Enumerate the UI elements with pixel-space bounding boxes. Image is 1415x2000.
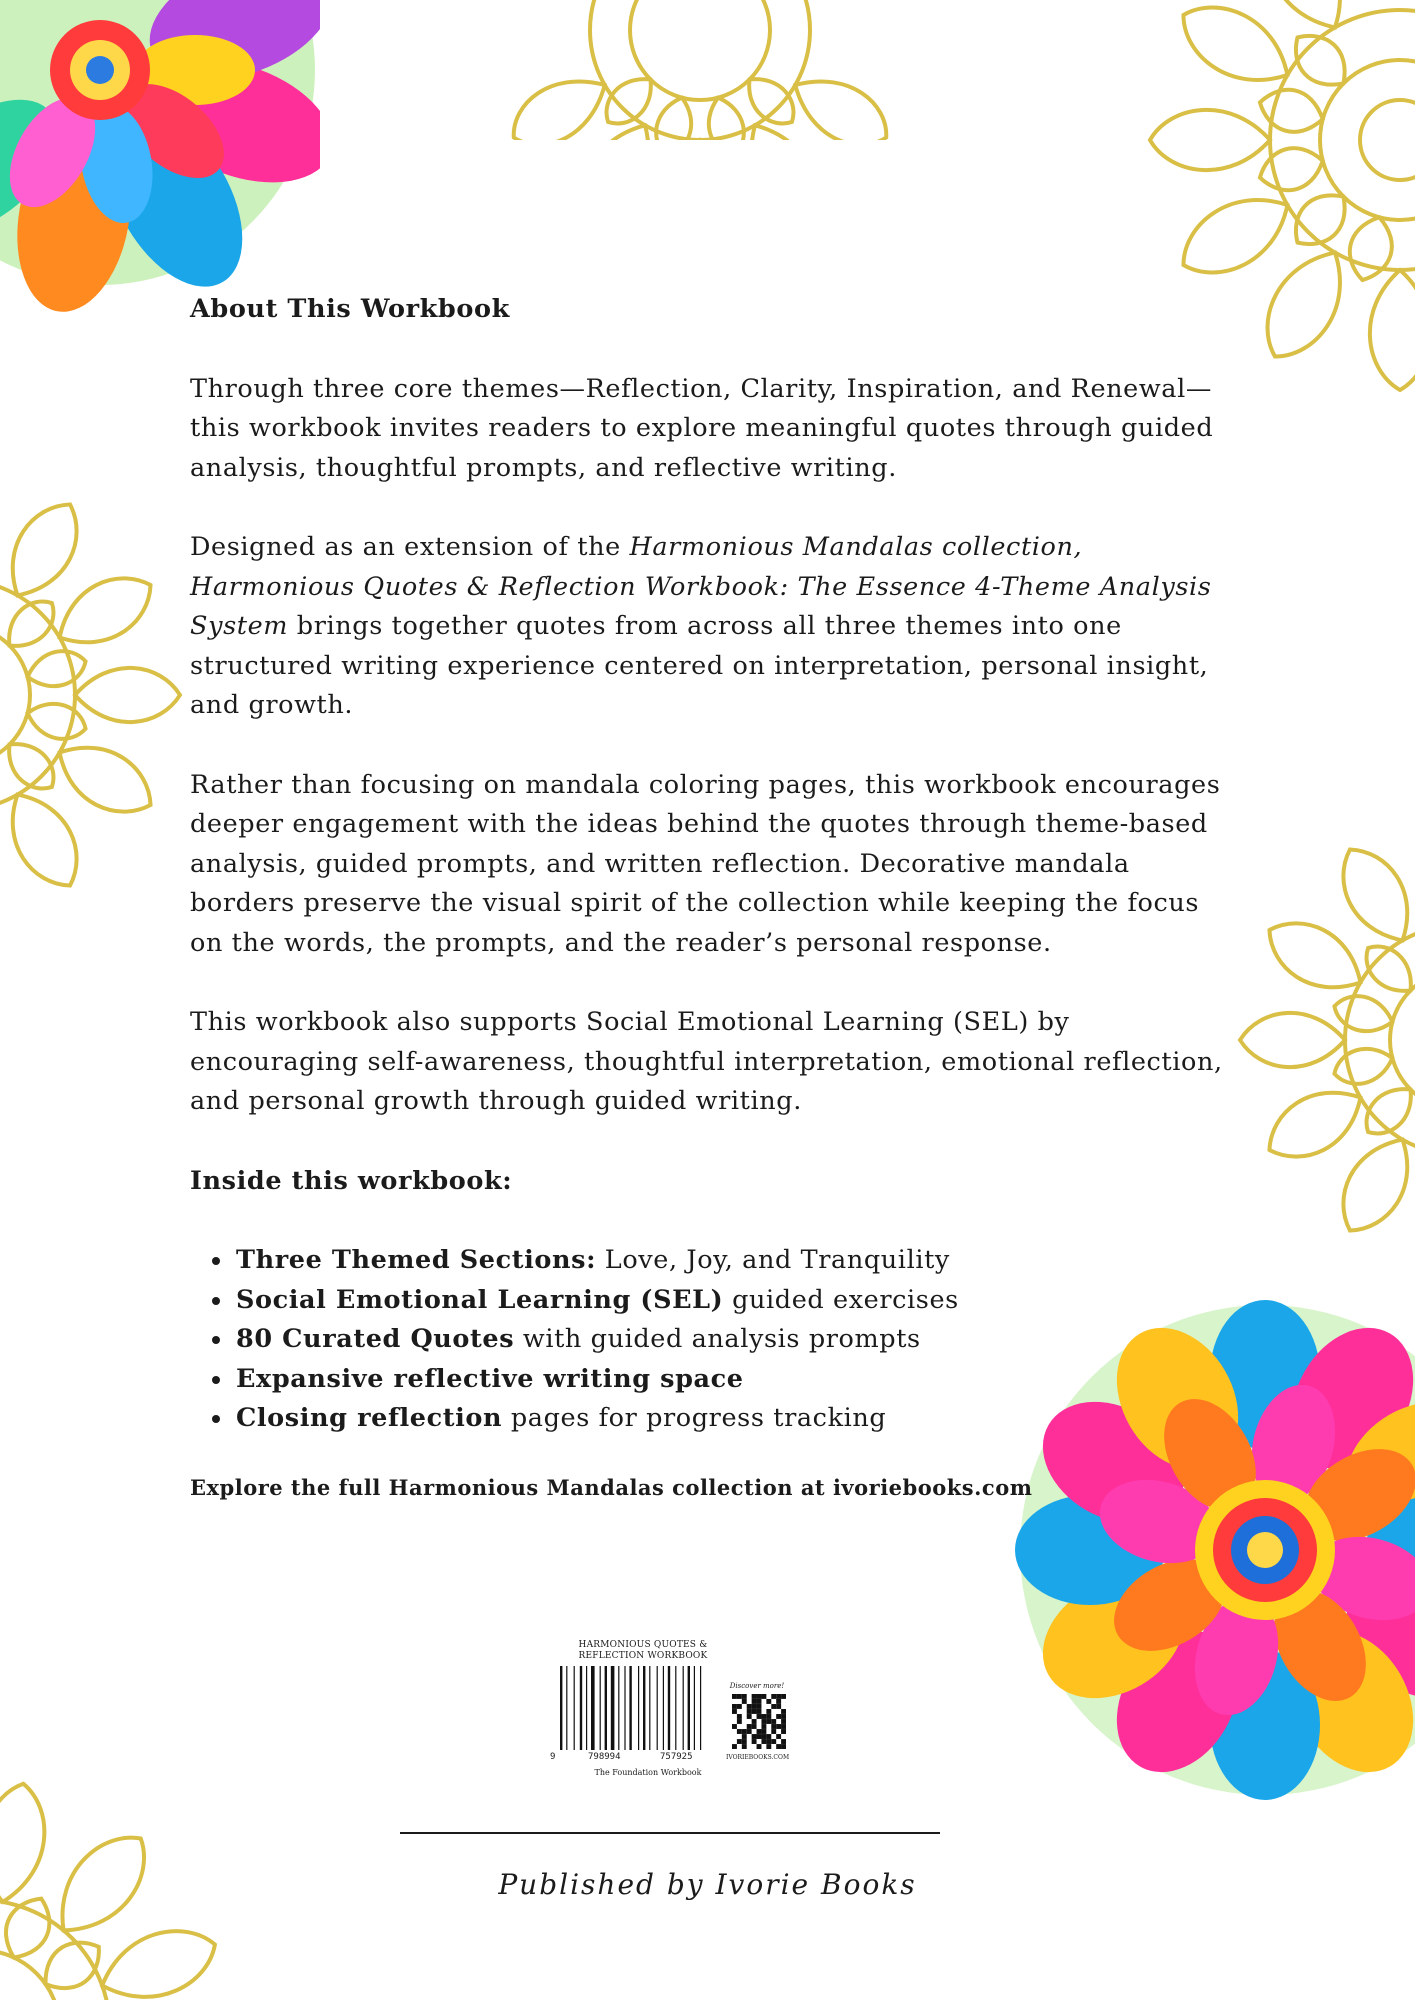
list-item [234, 1360, 1240, 1400]
barcode-right-digits: 757925 [660, 1752, 693, 1762]
gold-mandala-left [0, 440, 185, 960]
item-bold: Social Emotional Learning (SEL) [236, 1284, 724, 1315]
focus-paragraph: Rather than focusing on mandala coloring pages, this workbook encourages deeper engagement with the ideas behind the quotes through theme-based analysis, guided prompts, and written reflection. Decorative mandala borders preserve the visual spirit of the collection while keeping the focus on the words, the prompts, and the reader’s personal response. [190, 769, 1221, 958]
barcode-block [548, 1640, 788, 1786]
item-bold: Closing reflection [236, 1403, 503, 1433]
explore-link-text: Explore the full Harmonious Mandalas collection at ivoriebooks.com [190, 1474, 1033, 1500]
collection-title: Harmonious Mandalas collection, Harmonious Quotes & Reflection Workbook: The Essence 4-Theme Analysis System [190, 532, 1212, 641]
inside-heading: Inside this workbook: [190, 1165, 513, 1196]
gold-mandala-top-center [470, 0, 930, 140]
item-text: guided exercises [723, 1284, 959, 1315]
extension-intro: Designed as an extension of the [190, 532, 630, 562]
qr-code-image [732, 1694, 786, 1750]
publisher-line: Published by Ivorie Books [498, 1868, 917, 1901]
gold-mandala-right [1230, 800, 1415, 1280]
qr-label: Discover more! [729, 1682, 785, 1690]
divider-line [400, 1832, 940, 1834]
extension-rest: brings together quotes from across all three themes into one structured writing experience centered on interpretation, personal insight, and growth. [190, 611, 1209, 720]
list-item [234, 1281, 1240, 1321]
item-text: pages for progress tracking [502, 1403, 887, 1433]
qr-site: IVORIEBOOKS.COM [726, 1754, 790, 1761]
barcode-lead-digit: 9 [550, 1752, 556, 1762]
item-bold: Three Themed Sections: [236, 1245, 597, 1275]
list-item [234, 1399, 1240, 1439]
sel-paragraph: This workbook also supports Social Emotional Learning (SEL) by encouraging self-awareness, thoughtful interpretation, emotional reflection, and personal growth through guided writing. [190, 1007, 1223, 1116]
intro-paragraph: Through three core themes—Reflection, Clarity, Inspiration, and Renewal—this workbook invites readers to explore meaningful quotes through guided analysis, thoughtful prompts, and reflective writing. [190, 373, 1214, 483]
item-text: Love, Joy, and Tranquility [596, 1245, 950, 1275]
feature-list [190, 1241, 1240, 1439]
barcode-subtitle: The Foundation Workbook [594, 1768, 702, 1777]
item-bold: 80 Curated Quotes [236, 1324, 515, 1354]
barcode-title: HARMONIOUS QUOTES & REFLECTION WORKBOOK [578, 1640, 708, 1661]
item-text: with guided analysis prompts [514, 1324, 921, 1354]
list-item [234, 1241, 1240, 1281]
item-bold: Expansive reflective writing space [236, 1363, 744, 1394]
about-section [190, 290, 1240, 1503]
barcode-left-digits: 798994 [588, 1752, 621, 1762]
barcode-image [558, 1666, 728, 1752]
gold-mandala-bottom-left [0, 1700, 230, 2000]
list-item [234, 1320, 1240, 1360]
extension-paragraph [190, 528, 1240, 726]
about-heading: About This Workbook [190, 294, 510, 324]
